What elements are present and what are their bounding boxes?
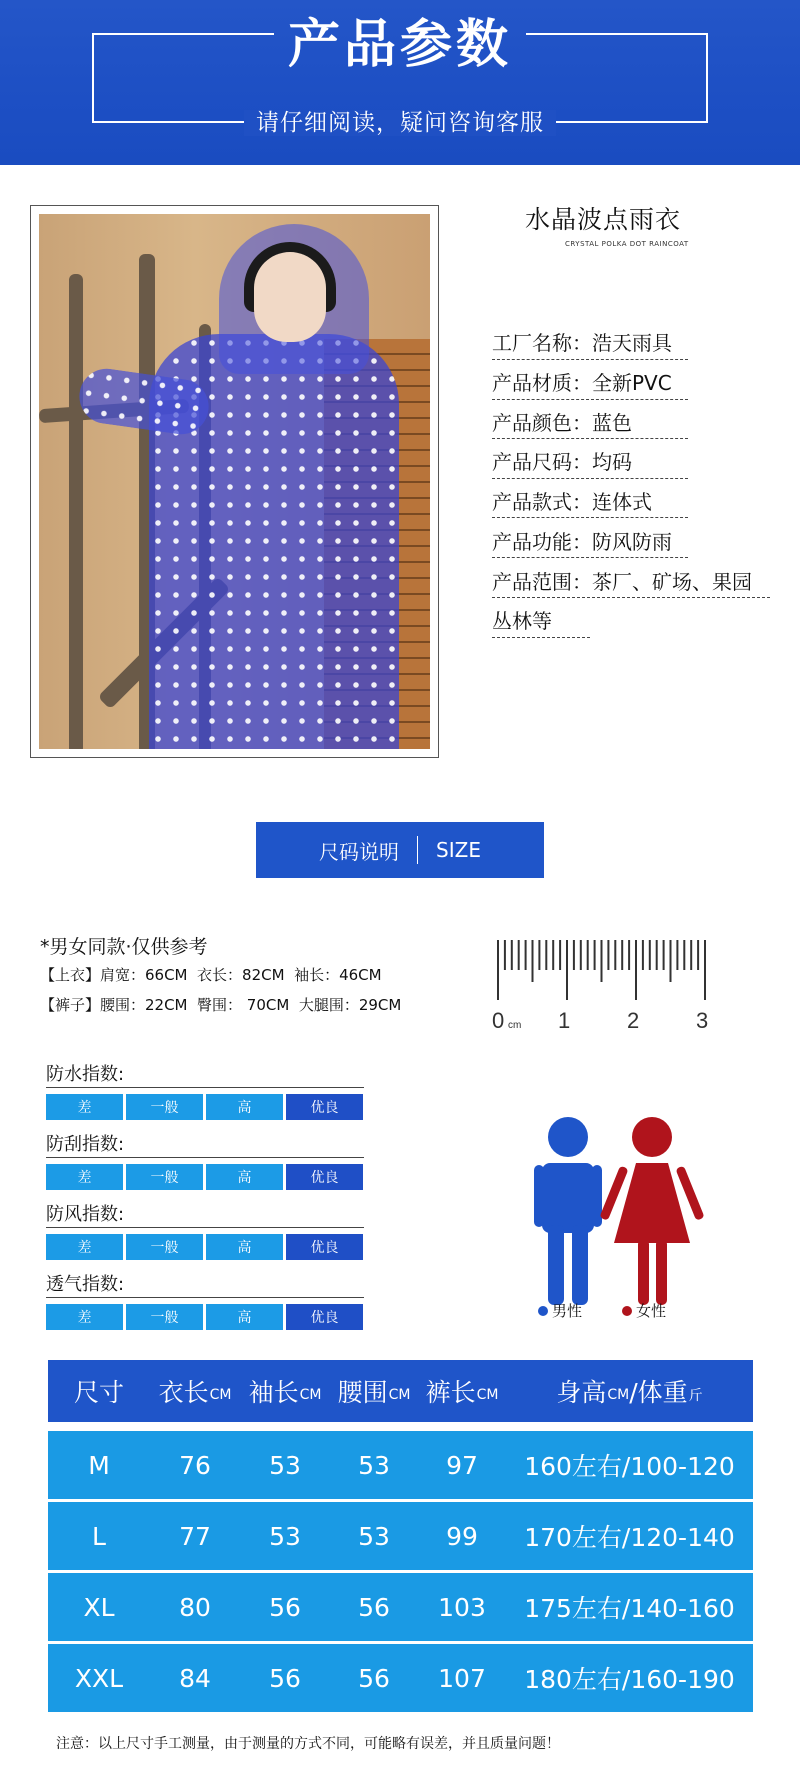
index-level-cell: 一般 (126, 1094, 203, 1120)
table-cell: XXL (74, 1663, 124, 1693)
header-pants (418, 1360, 506, 1422)
product-name-en: CRYSTAL POLKA DOT RAINCOAT (565, 240, 689, 248)
table-cell: 56 (269, 1592, 301, 1622)
index-level-cell: 差 (46, 1094, 123, 1120)
spec-underline (492, 359, 688, 360)
header-size-text: 尺寸 (73, 1378, 124, 1407)
index-level-cell: 差 (46, 1304, 123, 1330)
product-photo (39, 214, 430, 749)
branch (69, 274, 83, 749)
index-level-cell: 一般 (126, 1234, 203, 1260)
header-sleeve-unit: CM (299, 1387, 322, 1403)
index-level-cell: 优良 (286, 1094, 363, 1120)
header-height-unit: CM (607, 1387, 630, 1403)
size-section-header (256, 822, 544, 878)
header-waist (330, 1360, 418, 1422)
table-cell: 76 (179, 1450, 211, 1480)
page-subtitle-text: 请仔细阅读，疑问咨询客服 (244, 110, 556, 136)
ruler-label-0: 0 (492, 1008, 505, 1033)
page-title: 产品参数 (287, 15, 512, 75)
pants-measurements: 【裤子】腰围：22CM 臀围： 70CM 大腿围：29CM (40, 996, 402, 1014)
size-title-cn: 尺码说明 (319, 839, 400, 864)
index-label: 防风指数: (46, 1204, 125, 1225)
table-cell: 107 (438, 1663, 486, 1693)
header-length-unit: CM (209, 1387, 232, 1403)
spec-range: 产品范围：茶厂、矿场、果园 (492, 570, 752, 594)
gender-figures (530, 1115, 710, 1315)
spec-factory: 工厂名称：浩天雨具 (492, 331, 672, 355)
index-label: 防水指数: (46, 1064, 125, 1085)
index-level-cell: 高 (206, 1164, 283, 1190)
index-divider (46, 1087, 364, 1088)
index-level-cell: 差 (46, 1164, 123, 1190)
index-divider (46, 1227, 364, 1228)
index-level-cell: 优良 (286, 1164, 363, 1190)
top-measurements: 【上衣】肩宽：66CM 衣长：82CM 袖长：46CM (40, 966, 382, 984)
model-face (254, 252, 326, 342)
spec-underline (492, 478, 688, 479)
header-weight-text: /体重 (629, 1378, 688, 1407)
spec-style: 产品款式：连体式 (492, 490, 652, 514)
table-row (48, 1644, 753, 1712)
index-level-cell: 一般 (126, 1164, 203, 1190)
index-level-cell: 高 (206, 1234, 283, 1260)
table-cell: M (88, 1450, 110, 1480)
table-cell: 53 (269, 1450, 301, 1480)
header-sleeve (240, 1360, 330, 1422)
header-banner (0, 0, 800, 165)
footnote: 注意：以上尺寸手工测量，由于测量的方式不同，可能略有误差，并且质量问题！ (56, 1736, 560, 1752)
female-label: 女性 (636, 1302, 667, 1320)
table-cell: 53 (358, 1521, 390, 1551)
spec-underline (492, 597, 770, 598)
size-title-en: SIZE (436, 838, 481, 862)
spec-underline (492, 557, 688, 558)
header-length (150, 1360, 240, 1422)
header-waist-unit: CM (388, 1387, 411, 1403)
header-pants-text: 裤长 (425, 1378, 476, 1407)
ruler-label-3: 3 (696, 1008, 709, 1033)
table-cell: 97 (446, 1450, 478, 1480)
table-cell: 180左右/160-190 (524, 1665, 735, 1694)
ruler-label-1: 1 (558, 1008, 571, 1033)
table-row (48, 1431, 753, 1499)
index-label: 透气指数: (46, 1274, 125, 1295)
product-name: 水晶波点雨衣 (525, 205, 682, 234)
header-sleeve-text: 袖长 (248, 1378, 299, 1407)
table-cell: 84 (179, 1663, 211, 1693)
spec-underline (492, 438, 688, 439)
spec-material: 产品材质：全新PVC (492, 371, 672, 395)
index-level-cell: 差 (46, 1234, 123, 1260)
table-cell: 53 (358, 1450, 390, 1480)
table-cell: XL (83, 1592, 115, 1622)
index-divider (46, 1297, 364, 1298)
spec-underline (492, 399, 688, 400)
table-cell: 56 (358, 1592, 390, 1622)
table-row (48, 1573, 753, 1641)
table-cell: 53 (269, 1521, 301, 1551)
page-subtitle (0, 104, 800, 137)
header-length-text: 衣长 (158, 1378, 209, 1407)
index-label: 防刮指数: (46, 1134, 125, 1155)
table-cell: 99 (446, 1521, 478, 1551)
ruler-unit: cm (508, 1020, 522, 1031)
unisex-note: *男女同款·仅供参考 (40, 936, 208, 958)
table-cell: 56 (358, 1663, 390, 1693)
spec-color: 产品颜色：蓝色 (492, 411, 632, 435)
table-cell: 170左右/120-140 (524, 1523, 735, 1552)
header-waist-text: 腰围 (337, 1378, 388, 1407)
male-dot-icon (538, 1306, 548, 1316)
index-divider (46, 1157, 364, 1158)
male-figure-icon (534, 1117, 602, 1305)
index-level-cell: 高 (206, 1304, 283, 1330)
male-label: 男性 (552, 1302, 583, 1320)
index-level-cell: 高 (206, 1094, 283, 1120)
product-photo-frame (30, 205, 439, 758)
table-row (48, 1502, 753, 1570)
male-legend (538, 1300, 582, 1321)
table-cell: 56 (269, 1663, 301, 1693)
spec-underline (492, 517, 688, 518)
size-table-header (48, 1360, 753, 1422)
ruler-icon (492, 938, 712, 1038)
spec-function: 产品功能：防风防雨 (492, 530, 672, 554)
table-cell: 103 (438, 1592, 486, 1622)
index-level-cell: 一般 (126, 1304, 203, 1330)
table-cell: 80 (179, 1592, 211, 1622)
table-cell: 77 (179, 1521, 211, 1551)
index-level-cell: 优良 (286, 1234, 363, 1260)
table-cell: 160左右/100-120 (524, 1452, 735, 1481)
header-height-weight (506, 1360, 753, 1422)
table-cell: 175左右/140-160 (524, 1594, 735, 1623)
header-pants-unit: CM (476, 1387, 499, 1403)
table-cell: L (92, 1521, 106, 1551)
spec-size: 产品尺码：均码 (492, 450, 632, 474)
spec-underline (492, 637, 590, 638)
female-dot-icon (622, 1306, 632, 1316)
spec-range-cont: 丛林等 (492, 609, 552, 633)
female-legend (622, 1300, 666, 1321)
female-figure-icon (599, 1117, 704, 1305)
size-title-divider (417, 836, 418, 864)
header-size (48, 1360, 150, 1422)
index-level-cell: 优良 (286, 1304, 363, 1330)
ruler-label-2: 2 (627, 1008, 640, 1033)
header-height-text: 身高 (556, 1378, 607, 1407)
header-weight-unit: 斤 (688, 1388, 703, 1404)
